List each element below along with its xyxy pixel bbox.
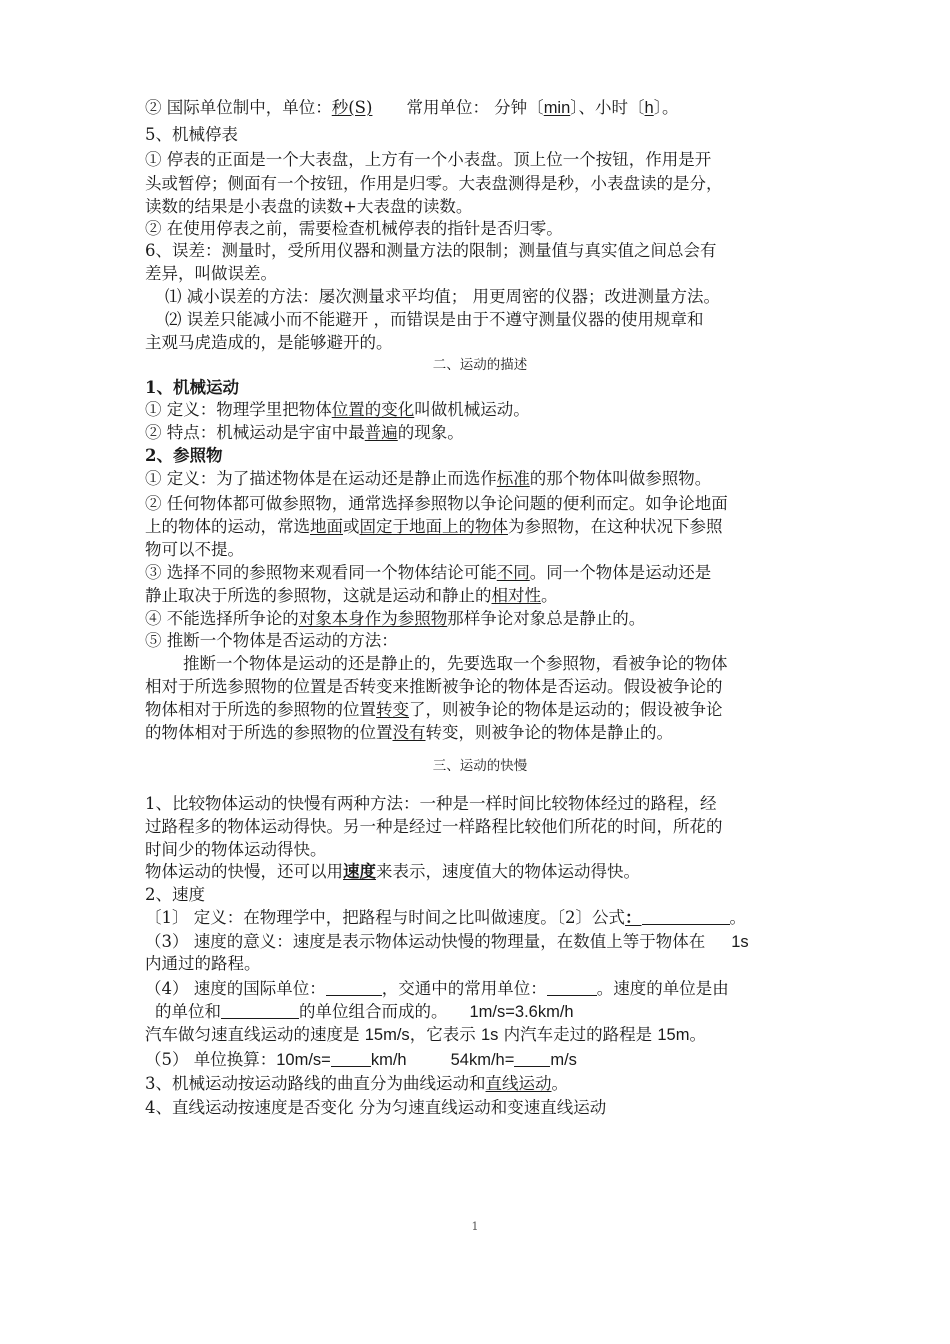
text: 静止取决于所选的参照物，这就是运动和静止的 [145, 586, 492, 605]
text: 的物体相对于所选的参照物的位置 [145, 723, 393, 742]
text: km/h [370, 1051, 407, 1069]
text: ③ 选择不同的参照物来观看同一个物体结论可能 [145, 563, 497, 582]
text: 叫做机械运动。 [414, 400, 530, 419]
answer-blank[interactable] [221, 1001, 299, 1019]
underlined-answer: 不同 [496, 563, 530, 582]
underlined-answer: h [644, 99, 654, 117]
text: m/s [550, 1051, 577, 1069]
text: 了，则被争论的物体是运动的；假设被争论 [409, 700, 723, 719]
text-line: 2、速度 [145, 885, 205, 904]
text: 。 [541, 586, 558, 605]
text: 。 [729, 908, 746, 927]
subheading: 1、机械运动 [145, 378, 239, 397]
text: 3、机械运动按运动路线的曲直分为曲线运动和 [145, 1074, 486, 1093]
text: 为参照物，在这种状况下参照 [508, 517, 723, 536]
text: ① 定义：物理学里把物体 [145, 400, 332, 419]
text-line: 5、机械停表 [145, 125, 238, 144]
text-line: 读数的结果是小表盘的读数+大表盘的读数。 [145, 197, 473, 216]
text: ，交通中的常用单位： [381, 979, 547, 998]
underlined-answer: 位置的变化 [331, 400, 415, 419]
text-line [145, 607, 645, 630]
underlined-answer: 固定于地面上的物体 [359, 517, 508, 536]
text-line [145, 698, 723, 721]
underlined-answer: 相对性 [491, 586, 541, 605]
text-line [145, 515, 723, 538]
text-line [145, 561, 711, 584]
text: （5） 单位换算： [145, 1050, 277, 1069]
underlined-answer: 标准 [496, 469, 530, 488]
text: 。同一个物体是运动还是 [529, 563, 712, 582]
section-heading: 三、运动的快慢 [432, 758, 528, 774]
text-line: 过路程多的物体运动得快。另一种是经过一样路程比较他们所花的时间，所花的 [145, 817, 723, 836]
text: 1s [480, 1026, 499, 1044]
text-line [145, 1048, 577, 1071]
text: 来表示，速度值大的物体运动得快。 [376, 862, 640, 881]
underlined-answer: 秒(S) [331, 98, 373, 117]
text: 的单位组合而成的。 [299, 1002, 448, 1021]
text-line [145, 398, 530, 421]
answer-blank[interactable] [642, 907, 730, 925]
text-line: 4、直线运动按速度是否变化 分为匀速直线运动和变速直线运动 [145, 1098, 607, 1117]
underlined-answer: ： [625, 908, 642, 927]
text-line: ② 在使用停表之前，需要检查机械停表的指针是否归零。 [145, 219, 563, 238]
text: 汽车做匀速直线运动的速度是 [145, 1025, 365, 1044]
text-line: 时间少的物体运动得快。 [145, 840, 327, 859]
text-line [145, 96, 678, 119]
text-line: 推断一个物体是运动的还是静止的，先要选取一个参照物，看被争论的物体 [183, 654, 728, 673]
text: 。 [689, 1025, 706, 1044]
text: 〔1〕 定义：在物理学中，把路程与时间之比叫做速度。〔2〕公式 [145, 908, 625, 927]
text: 常用单位： 分钟〔 [406, 98, 544, 117]
text: 转变，则被争论的物体是静止的。 [425, 723, 673, 742]
section-heading: 二、运动的描述 [432, 357, 528, 373]
text-line [145, 930, 749, 953]
underlined-answer: 速度 [343, 862, 376, 881]
text-line: 物可以不提。 [145, 540, 244, 559]
text-line: ② 任何物体都可做参照物，通常选择参照物以争论问题的便利而定。如争论地面 [145, 494, 728, 513]
text: 〕、小时〔 [570, 98, 645, 117]
text-line: 主观马虎造成的，是能够避开的。 [145, 333, 393, 352]
text-line [145, 860, 640, 883]
text-line: 差异，叫做误差。 [145, 264, 277, 283]
text: 54km/h= [450, 1051, 515, 1069]
text-line: ⑤ 推断一个物体是否运动的方法： [145, 631, 398, 650]
text: 的那个物体叫做参照物。 [529, 469, 712, 488]
text: 。 [551, 1074, 568, 1093]
underlined-answer: 对象本身作为参照物 [298, 609, 448, 628]
text-line [145, 467, 711, 490]
text: 的单位和 [155, 1002, 221, 1021]
text-line [155, 1000, 574, 1023]
text: 物体运动的快慢，还可以用 [145, 862, 343, 881]
text: 10m/s= [276, 1051, 331, 1069]
text-line: ① 停表的正面是一个大表盘，上方有一个小表盘。顶上位一个按钮，作用是开 [145, 150, 712, 169]
underlined-answer: 转变 [376, 700, 409, 719]
text: 1m/s=3.6km/h [469, 1003, 574, 1021]
underlined-answer: 普遍 [364, 423, 398, 442]
underlined-answer: min [543, 99, 571, 117]
text-line: 相对于所选参照物的位置是否转变来推断被争论的物体是否运动。假设被争论的 [145, 677, 723, 696]
underlined-answer: 没有 [392, 723, 426, 742]
text-line [145, 977, 729, 1000]
text: 〕。 [653, 98, 679, 117]
answer-blank[interactable] [514, 1049, 550, 1067]
text: ④ 不能选择所争论的 [145, 609, 299, 628]
text-line [145, 584, 558, 607]
text: ② 国际单位制中，单位： [145, 98, 332, 117]
text: （3） 速度的意义：速度是表示物体运动快慢的物理量，在数值上等于物体在 [145, 932, 706, 951]
answer-blank[interactable] [326, 978, 382, 996]
text-line [145, 721, 673, 744]
text: 15m [657, 1026, 690, 1044]
text: 的现象。 [397, 423, 464, 442]
text: ，它表示 [409, 1025, 481, 1044]
answer-blank[interactable] [547, 978, 597, 996]
text: 物体相对于所选的参照物的位置 [145, 700, 376, 719]
text: 那样争论对象总是静止的。 [447, 609, 646, 628]
text: 15m/s [364, 1026, 410, 1044]
text-line: ⑵ 误差只能减小而不能避开 ，而错误是由于不遵守测量仪器的使用规章和 [165, 310, 704, 329]
text: 上的物体的运动，常选 [145, 517, 310, 536]
underlined-answer: 直线运动 [485, 1074, 552, 1093]
text-line [145, 906, 746, 929]
subheading: 2、参照物 [145, 446, 223, 465]
text-line: 1、比较物体运动的快慢有两种方法：一种是一样时间比较物体经过的路程，经 [145, 794, 717, 813]
page-number: 1 [471, 1220, 479, 1233]
text-line: 头或暂停；侧面有一个按钮，作用是归零。大表盘测得是秒，小表盘读的是分， [145, 174, 723, 193]
text: 内汽车走过的路程是 [498, 1025, 658, 1044]
text-line: 内通过的路程。 [145, 954, 261, 973]
text: 1s [731, 933, 749, 951]
text: ② 特点：机械运动是宇宙中最 [145, 423, 365, 442]
answer-blank[interactable] [331, 1049, 371, 1067]
text-line: 6、误差：测量时，受所用仪器和测量方法的限制；测量值与真实值之间总会有 [145, 241, 717, 260]
text-line [145, 1023, 706, 1046]
text-line [145, 1072, 568, 1095]
text: 或 [343, 517, 360, 536]
text-line: ⑴ 减小误差的方法：屡次测量求平均值； 用更周密的仪器；改进测量方法。 [165, 287, 720, 306]
text: 。速度的单位是由 [596, 979, 729, 998]
text-line [145, 421, 464, 444]
underlined-answer: 地面 [310, 517, 343, 536]
text: （4） 速度的国际单位： [145, 979, 326, 998]
text: ① 定义：为了描述物体是在运动还是静止而选作 [145, 469, 497, 488]
